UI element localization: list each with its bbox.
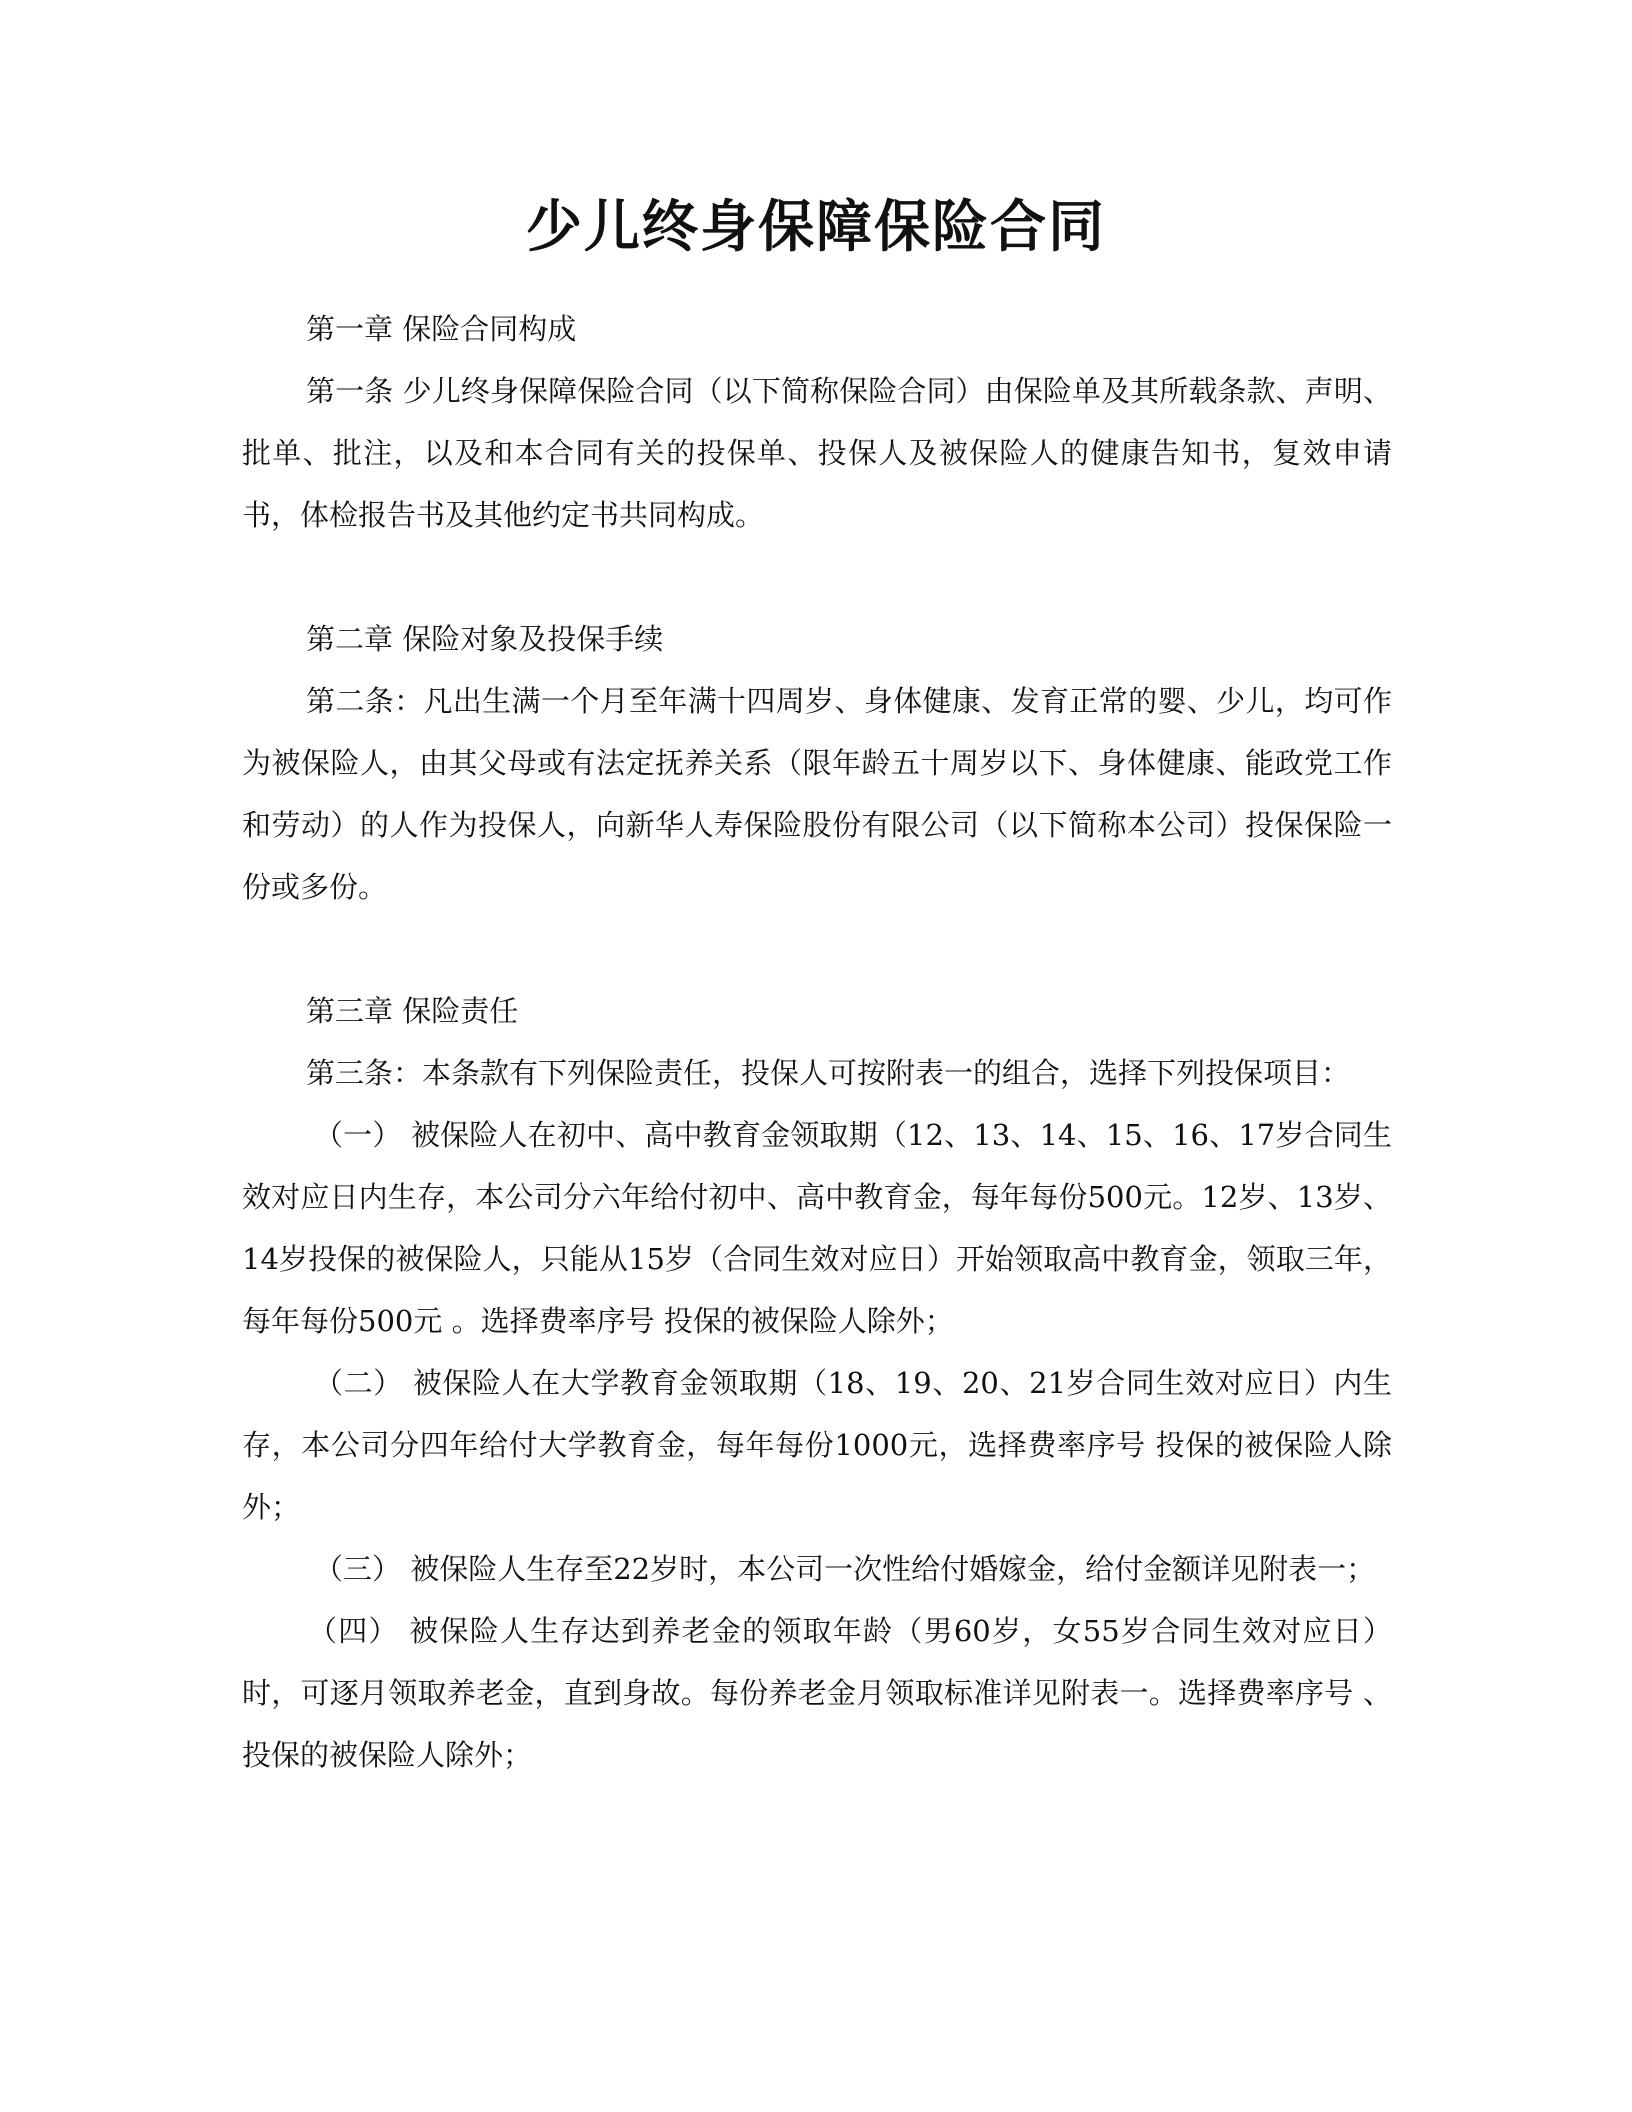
article-3-item-2: （二） 被保险人在大学教育金领取期（18、19、20、21岁合同生效对应日）内生存，本公司分四年给付大学教育金，每年每份1000元，选择费率序号 投保的被保险人除外； <box>242 1366 1392 1524</box>
article-3-item-1: （一） 被保险人在初中、高中教育金领取期（12、13、14、15、16、17岁合同生效对应日内生存，本公司分六年给付初中、高中教育金，每年每份500元。12岁、13岁、14岁投保的被保险人，只能从15岁（合同生效对应日）开始领取高中教育金，领取三年，每年每份500元 。选择费率序号 投保的被保险人除外； <box>242 1118 1392 1338</box>
article-3: 第三条：本条款有下列保险责任，投保人可按附表一的组合，选择下列投保项目： <box>306 1056 1351 1090</box>
article-3-item-3: （三） 被保险人生存至22岁时，本公司一次性给付婚嫁金，给付金额详见附表一； <box>314 1552 1376 1586</box>
chapter-1-heading: 第一章 保险合同构成 <box>306 312 577 346</box>
document-body <box>242 298 1392 1786</box>
article-1: 第一条 少儿终身保障保险合同（以下简称保险合同）由保险单及其所载条款、声明、批单、批注，以及和本合同有关的投保单、投保人及被保险人的健康告知书，复效申请书，体检报告书及其他约定书共同构成。 <box>242 374 1392 532</box>
chapter-2-heading: 第二章 保险对象及投保手续 <box>306 622 664 656</box>
chapter-3-heading: 第三章 保险责任 <box>306 994 519 1028</box>
article-2: 第二条：凡出生满一个月至年满十四周岁、身体健康、发育正常的婴、少儿，均可作为被保险人，由其父母或有法定抚养关系（限年龄五十周岁以下、身体健康、能政党工作和劳动）的人作为投保人，向新华人寿保险股份有限公司（以下简称本公司）投保保险一份或多份。 <box>242 684 1392 904</box>
document-title: 少儿终身保障保险合同 <box>526 195 1106 260</box>
article-3-item-4: （四） 被保险人生存达到养老金的领取年龄（男60岁，女55岁合同生效对应日）时，可逐月领取养老金，直到身故。每份养老金月领取标准详见附表一。选择费率序号 、 投保的被保险人除外； <box>242 1614 1392 1772</box>
